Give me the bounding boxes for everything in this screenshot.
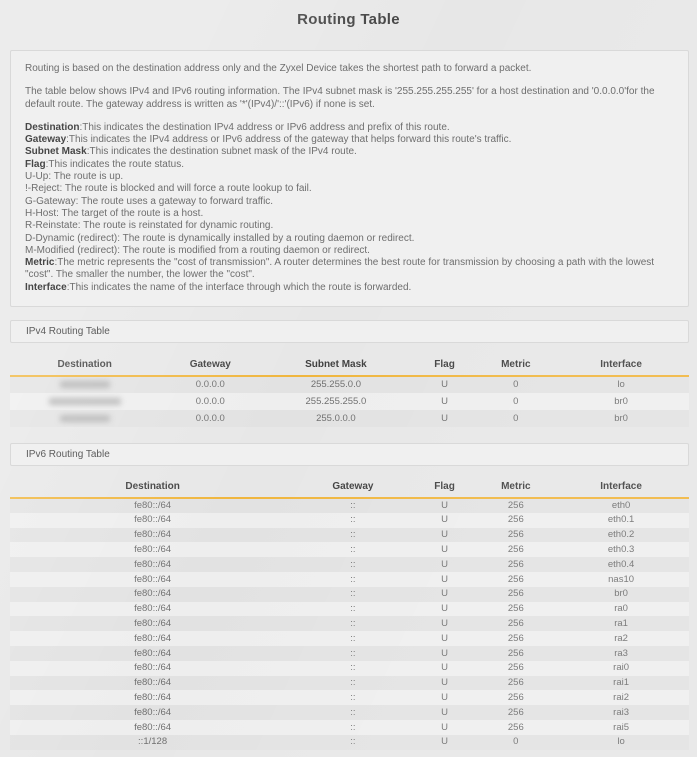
table-cell: :: — [350, 618, 356, 630]
table-cell: 256 — [507, 573, 524, 585]
definition-line: Destination:This indicates the destination IPv4 address or IPv6 address and prefix of this route. — [25, 121, 450, 133]
definition-line: U-Up: The route is up. — [25, 171, 124, 183]
table-cell: br0 — [614, 395, 628, 407]
definition-term: Subnet Mask — [25, 146, 87, 158]
table-cell: U — [441, 395, 448, 407]
ipv4-header-row — [10, 353, 689, 376]
ipv4-section-title: IPv4 Routing Table — [26, 326, 110, 338]
column-header-metric: Metric — [478, 353, 553, 376]
table-cell: fe80::/64 — [134, 677, 172, 689]
table-cell: 256 — [507, 514, 524, 526]
column-header-destination: Destination — [10, 475, 295, 498]
table-cell: eth0.2 — [607, 529, 635, 541]
table-cell: U — [441, 412, 448, 424]
table-row — [10, 528, 689, 543]
table-cell: 256 — [507, 706, 524, 718]
table-cell: 256 — [507, 677, 524, 689]
table-cell: :: — [350, 529, 356, 541]
table-cell: U — [441, 721, 448, 733]
table-row — [10, 661, 689, 676]
definition-line: Metric:The metric represents the "cost of transmission". A router determines the best route for transmission by choosing a path with the lowest "cost". The smaller the number, the lower the "cost". — [25, 257, 655, 281]
table-row — [10, 616, 689, 631]
table-cell — [10, 393, 159, 410]
definition-term: Flag — [25, 158, 46, 170]
table-cell: fe80::/64 — [134, 514, 172, 526]
redacted-value — [60, 381, 110, 388]
table-cell: U — [441, 379, 448, 391]
table-cell: :: — [350, 632, 356, 644]
description-paragraph-1: Routing is based on the destination address only and the Zyxel Device takes the shortest path to forward a packet. — [25, 63, 532, 74]
table-cell: rai2 — [613, 692, 629, 704]
table-cell: 256 — [507, 500, 524, 512]
table-row — [10, 572, 689, 587]
table-cell — [10, 376, 159, 393]
table-cell: 0.0.0.0 — [195, 395, 225, 407]
table-cell: U — [441, 544, 448, 556]
table-cell: 256 — [507, 603, 524, 615]
definition-line: Interface:This indicates the name of the interface through which the route is forwarded. — [25, 281, 412, 293]
table-cell: :: — [350, 692, 356, 704]
table-cell: U — [441, 706, 448, 718]
column-header-interface: Interface — [553, 475, 689, 498]
column-header-destination: Destination — [10, 353, 159, 376]
table-cell: fe80::/64 — [134, 544, 172, 556]
table-row — [10, 602, 689, 617]
table-row — [10, 690, 689, 705]
table-cell: 256 — [507, 544, 524, 556]
column-header-flag: Flag — [411, 353, 479, 376]
table-row — [10, 410, 689, 427]
table-cell: fe80::/64 — [134, 529, 172, 541]
ipv6-routing-table — [10, 475, 689, 750]
table-row — [10, 542, 689, 557]
table-cell: fe80::/64 — [134, 588, 172, 600]
table-cell: br0 — [614, 588, 628, 600]
table-cell: U — [441, 736, 448, 748]
table-cell: fe80::/64 — [134, 662, 172, 674]
table-cell: 0 — [513, 412, 519, 424]
table-cell: fe80::/64 — [134, 632, 172, 644]
table-cell: 0 — [513, 736, 519, 748]
table-cell: :: — [350, 514, 356, 526]
table-cell: 256 — [507, 692, 524, 704]
table-cell: :: — [350, 677, 356, 689]
table-cell: 256 — [507, 558, 524, 570]
definitions-list — [25, 122, 674, 294]
table-cell: ra0 — [614, 603, 628, 615]
table-cell: rai3 — [613, 706, 629, 718]
table-cell: :: — [350, 603, 356, 615]
definition-line: Gateway:This indicates the IPv4 address or IPv6 address of the gateway that helps forward this route's traffic. — [25, 134, 512, 146]
table-cell: :: — [350, 500, 356, 512]
table-row — [10, 631, 689, 646]
table-cell: :: — [350, 544, 356, 556]
table-cell: U — [441, 500, 448, 512]
table-row — [10, 676, 689, 691]
table-cell: 255.255.255.0 — [305, 395, 367, 407]
definition-line: G-Gateway: The route uses a gateway to forward traffic. — [25, 195, 274, 207]
definition-line: R-Reinstate: The route is reinstated for dynamic routing. — [25, 220, 274, 232]
table-cell: :: — [350, 588, 356, 600]
table-cell: 0.0.0.0 — [195, 379, 225, 391]
table-cell: :: — [350, 573, 356, 585]
table-cell: 256 — [507, 529, 524, 541]
table-cell: 0 — [513, 395, 519, 407]
table-cell: 255.0.0.0 — [316, 412, 356, 424]
table-cell: 0 — [513, 379, 519, 391]
table-row — [10, 735, 689, 750]
table-cell: fe80::/64 — [134, 692, 172, 704]
table-cell: U — [441, 677, 448, 689]
table-row — [10, 376, 689, 393]
column-header-interface: Interface — [553, 353, 689, 376]
table-cell: U — [441, 558, 448, 570]
column-header-flag: Flag — [411, 475, 479, 498]
table-row — [10, 513, 689, 528]
definition-line: !-Reject: The route is blocked and will force a route lookup to fail. — [25, 183, 312, 195]
redacted-value — [60, 415, 110, 422]
table-cell: br0 — [614, 412, 628, 424]
table-cell: fe80::/64 — [134, 573, 172, 585]
definition-term: Destination — [25, 121, 80, 133]
table-cell: 256 — [507, 662, 524, 674]
table-cell: U — [441, 573, 448, 585]
table-row — [10, 705, 689, 720]
table-cell: fe80::/64 — [134, 618, 172, 630]
definition-term: Interface — [25, 281, 67, 293]
table-cell: ra3 — [614, 647, 628, 659]
table-cell — [10, 410, 159, 427]
table-cell: ra2 — [614, 632, 628, 644]
table-cell: 255.255.0.0 — [310, 379, 361, 391]
table-cell: U — [441, 529, 448, 541]
definition-line: M-Modified (redirect): The route is modified from a routing daemon or redirect. — [25, 244, 370, 256]
table-cell: :: — [350, 706, 356, 718]
table-cell: nas10 — [608, 573, 635, 585]
table-cell: ra1 — [614, 618, 628, 630]
table-cell: U — [441, 692, 448, 704]
table-cell: 256 — [507, 618, 524, 630]
column-header-subnet-mask: Subnet Mask — [261, 353, 410, 376]
table-row — [10, 393, 689, 410]
table-cell: U — [441, 632, 448, 644]
table-cell: U — [441, 647, 448, 659]
ipv6-header-row — [10, 475, 689, 498]
definition-term: Metric — [25, 257, 55, 269]
table-cell: 256 — [507, 588, 524, 600]
column-header-metric: Metric — [478, 475, 553, 498]
table-cell: U — [441, 618, 448, 630]
table-cell: :: — [350, 662, 356, 674]
table-row — [10, 646, 689, 661]
ipv4-section-header — [10, 320, 689, 343]
table-cell: 256 — [507, 647, 524, 659]
table-cell: fe80::/64 — [134, 706, 172, 718]
table-row — [10, 720, 689, 735]
table-cell: rai1 — [613, 677, 629, 689]
table-cell: :: — [350, 647, 356, 659]
column-header-gateway: Gateway — [295, 475, 410, 498]
table-cell: U — [441, 514, 448, 526]
table-cell: 256 — [507, 721, 524, 733]
redacted-value — [49, 398, 121, 405]
table-cell: 256 — [507, 632, 524, 644]
table-cell: :: — [350, 558, 356, 570]
table-cell: fe80::/64 — [134, 500, 172, 512]
table-cell: 0.0.0.0 — [195, 412, 225, 424]
ipv6-section-header — [10, 443, 689, 466]
table-row — [10, 557, 689, 572]
table-cell: fe80::/64 — [134, 647, 172, 659]
table-cell: ::1/128 — [138, 736, 168, 748]
table-row — [10, 498, 689, 513]
ipv6-section-title: IPv6 Routing Table — [26, 449, 110, 461]
definition-line: H-Host: The target of the route is a host. — [25, 207, 204, 219]
definition-line: D-Dynamic (redirect): The route is dynamically installed by a routing daemon or redirect. — [25, 232, 415, 244]
table-cell: eth0.1 — [607, 514, 635, 526]
table-cell: :: — [350, 736, 356, 748]
table-cell: rai5 — [613, 721, 629, 733]
table-cell: :: — [350, 721, 356, 733]
page-title: Routing Table — [297, 11, 400, 28]
table-cell: fe80::/64 — [134, 721, 172, 733]
ipv4-routing-table — [10, 353, 689, 427]
definition-term: Gateway — [25, 134, 67, 146]
table-cell: eth0.4 — [607, 558, 635, 570]
description-paragraph-2: The table below shows IPv4 and IPv6 routing information. The IPv4 subnet mask is '255.255.255.255' for a host destination and '0.0.0.0'for the default route. The gateway address is written as '*'(IPv4)/'::'(IPv6) if none is set. — [25, 86, 655, 110]
table-cell: eth0 — [611, 500, 631, 512]
definition-line: Flag:This indicates the route status. — [25, 158, 184, 170]
table-row — [10, 587, 689, 602]
table-cell: U — [441, 588, 448, 600]
table-cell: fe80::/64 — [134, 558, 172, 570]
table-cell: lo — [617, 379, 625, 391]
description-panel — [10, 50, 689, 307]
table-cell: fe80::/64 — [134, 603, 172, 615]
table-cell: lo — [617, 736, 625, 748]
column-header-gateway: Gateway — [159, 353, 261, 376]
table-cell: U — [441, 603, 448, 615]
table-cell: U — [441, 662, 448, 674]
table-cell: eth0.3 — [607, 544, 635, 556]
definition-line: Subnet Mask:This indicates the destination subnet mask of the IPv4 route. — [25, 146, 357, 158]
table-cell: rai0 — [613, 662, 629, 674]
